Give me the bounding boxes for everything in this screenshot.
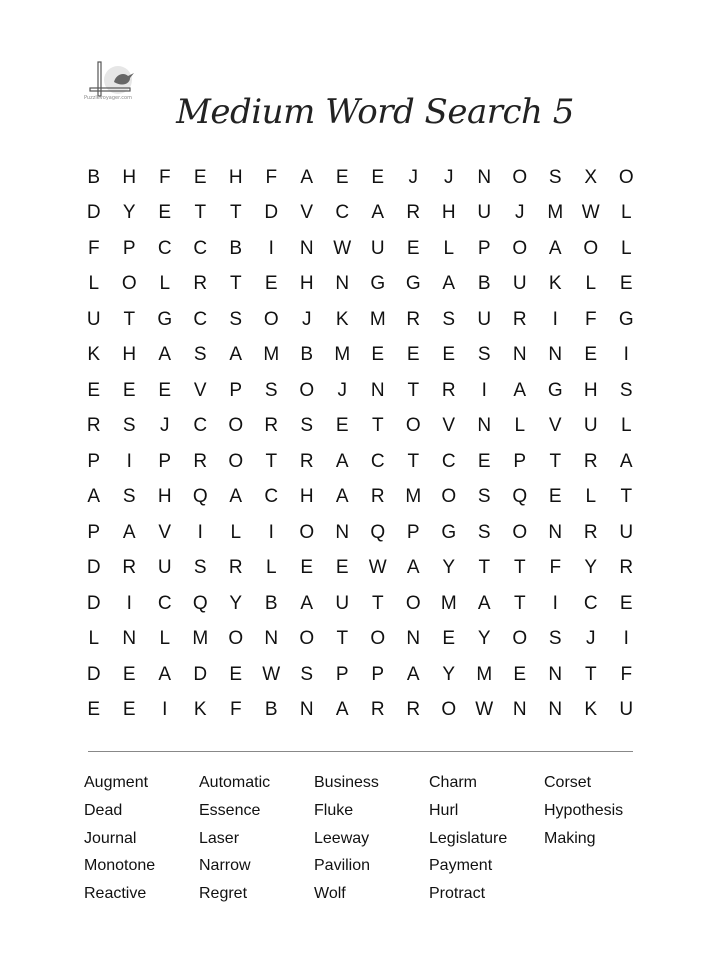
divider bbox=[88, 751, 633, 752]
grid-cell[interactable]: T bbox=[336, 628, 349, 650]
grid-cell[interactable]: I bbox=[623, 344, 629, 366]
grid-cell[interactable]: U bbox=[86, 308, 101, 330]
word-list-item: Regret bbox=[199, 885, 248, 903]
grid-cell[interactable]: N bbox=[477, 415, 492, 437]
grid-cell[interactable]: R bbox=[441, 379, 456, 401]
grid-cell[interactable]: A bbox=[229, 486, 243, 508]
grid-cell[interactable]: N bbox=[512, 699, 527, 721]
word-list-item: Hurl bbox=[429, 801, 459, 819]
grid-cell[interactable]: L bbox=[159, 628, 171, 650]
grid-cell[interactable]: R bbox=[193, 273, 208, 295]
word-list-item: Fluke bbox=[314, 801, 354, 819]
grid-cell[interactable]: B bbox=[87, 166, 101, 188]
grid-cell[interactable]: A bbox=[229, 344, 243, 366]
grid-cell[interactable]: V bbox=[548, 415, 562, 437]
grid-cell[interactable]: T bbox=[371, 592, 384, 614]
grid-cell[interactable]: T bbox=[407, 379, 420, 401]
grid-cell[interactable]: Q bbox=[192, 486, 208, 508]
word-list-item: Leeway bbox=[314, 829, 370, 847]
grid-cell[interactable]: O bbox=[405, 415, 421, 437]
grid-cell[interactable]: B bbox=[300, 344, 314, 366]
grid-cell[interactable]: P bbox=[87, 521, 101, 543]
grid-cell[interactable]: E bbox=[619, 273, 633, 295]
grid-cell[interactable]: K bbox=[584, 699, 598, 721]
grid-cell[interactable]: D bbox=[264, 202, 279, 224]
grid-cell[interactable]: J bbox=[586, 628, 596, 650]
grid-cell[interactable]: G bbox=[370, 273, 386, 295]
grid-cell[interactable]: T bbox=[584, 663, 597, 685]
grid-cell[interactable]: P bbox=[477, 237, 491, 259]
grid-cell[interactable]: E bbox=[619, 592, 633, 614]
grid-cell[interactable]: M bbox=[334, 344, 351, 366]
grid-cell[interactable]: R bbox=[583, 521, 598, 543]
grid-cell[interactable]: S bbox=[548, 166, 562, 188]
grid-cell[interactable]: E bbox=[122, 663, 136, 685]
grid-cell[interactable]: C bbox=[193, 308, 208, 330]
grid-cell[interactable]: I bbox=[481, 379, 487, 401]
grid-cell[interactable]: A bbox=[335, 699, 349, 721]
grid-cell[interactable]: R bbox=[299, 450, 314, 472]
grid-cell[interactable]: H bbox=[157, 486, 172, 508]
grid-cell[interactable]: H bbox=[122, 344, 137, 366]
grid-cell[interactable]: E bbox=[158, 379, 172, 401]
grid-cell[interactable]: D bbox=[86, 202, 101, 224]
grid-cell[interactable]: F bbox=[87, 237, 100, 259]
grid-cell[interactable]: W bbox=[368, 557, 387, 579]
grid-cell[interactable]: S bbox=[548, 628, 562, 650]
word-list-item: Wolf bbox=[314, 885, 346, 903]
grid-cell[interactable]: I bbox=[197, 521, 203, 543]
grid-cell[interactable]: R bbox=[406, 202, 421, 224]
grid-cell[interactable]: F bbox=[620, 663, 633, 685]
word-list-item: Making bbox=[544, 829, 596, 847]
grid-cell[interactable]: I bbox=[126, 592, 132, 614]
letter-grid bbox=[76, 160, 648, 728]
grid-cell[interactable]: K bbox=[193, 699, 207, 721]
grid-cell[interactable]: E bbox=[371, 166, 385, 188]
grid-cell[interactable]: E bbox=[584, 344, 598, 366]
grid-cell[interactable]: O bbox=[228, 415, 244, 437]
grid-cell[interactable]: H bbox=[228, 166, 243, 188]
word-list-item: Pavilion bbox=[314, 857, 371, 875]
grid-cell[interactable]: N bbox=[548, 699, 563, 721]
grid-cell[interactable]: E bbox=[335, 557, 349, 579]
grid-cell[interactable]: I bbox=[268, 521, 274, 543]
grid-cell[interactable]: L bbox=[265, 557, 277, 579]
grid-cell[interactable]: E bbox=[264, 273, 278, 295]
grid-cell[interactable]: P bbox=[122, 237, 136, 259]
grid-cell[interactable]: L bbox=[585, 486, 597, 508]
grid-cell[interactable]: O bbox=[583, 237, 599, 259]
grid-cell[interactable]: P bbox=[87, 450, 101, 472]
grid-cell[interactable]: I bbox=[552, 592, 558, 614]
grid-cell[interactable]: H bbox=[122, 166, 137, 188]
grid-cell[interactable]: S bbox=[193, 344, 207, 366]
grid-cell[interactable]: D bbox=[86, 592, 101, 614]
word-list-item bbox=[544, 885, 659, 913]
word-list bbox=[84, 774, 659, 913]
grid-cell[interactable]: E bbox=[513, 663, 527, 685]
grid-cell[interactable]: S bbox=[122, 415, 136, 437]
grid-cell[interactable]: R bbox=[619, 557, 634, 579]
grid-cell[interactable]: A bbox=[335, 486, 349, 508]
grid-cell[interactable]: F bbox=[549, 557, 562, 579]
word-list-item: Protract bbox=[429, 885, 486, 903]
grid-cell[interactable]: K bbox=[87, 344, 101, 366]
grid-cell[interactable]: U bbox=[370, 237, 385, 259]
word-list-item: Business bbox=[314, 774, 379, 791]
grid-cell[interactable]: R bbox=[86, 415, 101, 437]
grid-cell[interactable]: O bbox=[299, 521, 315, 543]
grid-cell[interactable]: M bbox=[369, 308, 386, 330]
grid-cell[interactable]: Y bbox=[442, 557, 456, 579]
grid-cell[interactable]: F bbox=[229, 699, 242, 721]
grid-cell[interactable]: H bbox=[299, 486, 314, 508]
grid-cell[interactable]: A bbox=[122, 521, 136, 543]
word-list-item: Reactive bbox=[84, 885, 147, 903]
grid-cell[interactable]: A bbox=[300, 592, 314, 614]
grid-cell[interactable]: E bbox=[87, 379, 101, 401]
grid-cell[interactable]: O bbox=[299, 379, 315, 401]
grid-cell[interactable]: A bbox=[513, 379, 527, 401]
grid-cell[interactable]: E bbox=[548, 486, 562, 508]
grid-cell[interactable]: B bbox=[229, 237, 243, 259]
grid-cell[interactable]: Y bbox=[122, 202, 136, 224]
grid-cell[interactable]: B bbox=[264, 699, 278, 721]
grid-cell[interactable]: A bbox=[371, 202, 385, 224]
grid-cell[interactable]: O bbox=[441, 699, 457, 721]
grid-cell[interactable]: M bbox=[476, 663, 493, 685]
grid-cell[interactable]: A bbox=[300, 166, 314, 188]
grid-cell[interactable]: O bbox=[299, 628, 315, 650]
grid-cell[interactable]: L bbox=[88, 628, 100, 650]
grid-cell[interactable]: O bbox=[512, 166, 528, 188]
grid-cell[interactable]: O bbox=[512, 628, 528, 650]
grid-cell[interactable]: E bbox=[158, 202, 172, 224]
grid-cell[interactable]: I bbox=[623, 628, 629, 650]
grid-cell[interactable]: P bbox=[371, 663, 385, 685]
grid-cell[interactable]: V bbox=[442, 415, 456, 437]
grid-cell[interactable]: S bbox=[477, 521, 491, 543]
grid-cell[interactable]: L bbox=[230, 521, 242, 543]
grid-cell[interactable]: A bbox=[87, 486, 101, 508]
grid-cell[interactable]: F bbox=[265, 166, 278, 188]
grid-cell[interactable]: P bbox=[158, 450, 172, 472]
grid-cell[interactable]: C bbox=[583, 592, 598, 614]
word-list-item: Payment bbox=[429, 857, 493, 875]
grid-cell[interactable]: N bbox=[548, 663, 563, 685]
grid-cell[interactable]: E bbox=[87, 699, 101, 721]
grid-cell[interactable]: N bbox=[299, 699, 314, 721]
grid-cell[interactable]: R bbox=[406, 699, 421, 721]
grid-cell[interactable]: S bbox=[122, 486, 136, 508]
grid-cell[interactable]: T bbox=[265, 450, 278, 472]
grid-cell[interactable]: O bbox=[263, 308, 279, 330]
grid-cell[interactable]: L bbox=[88, 273, 100, 295]
grid-cell[interactable]: E bbox=[193, 166, 207, 188]
grid-cell[interactable]: F bbox=[158, 166, 171, 188]
grid-cell[interactable]: D bbox=[86, 557, 101, 579]
grid-cell[interactable]: X bbox=[584, 166, 598, 188]
grid-cell[interactable]: K bbox=[548, 273, 562, 295]
grid-cell[interactable]: R bbox=[264, 415, 279, 437]
grid-cell[interactable]: S bbox=[229, 308, 243, 330]
grid-cell[interactable]: O bbox=[618, 166, 634, 188]
grid-cell[interactable]: U bbox=[619, 521, 634, 543]
grid-cell[interactable]: L bbox=[443, 237, 455, 259]
grid-cell[interactable]: P bbox=[406, 521, 420, 543]
grid-cell[interactable]: C bbox=[370, 450, 385, 472]
grid-cell[interactable]: U bbox=[477, 202, 492, 224]
grid-cell[interactable]: N bbox=[477, 166, 492, 188]
grid-cell[interactable]: L bbox=[585, 273, 597, 295]
grid-cell[interactable]: E bbox=[335, 166, 349, 188]
grid-cell[interactable]: F bbox=[584, 308, 597, 330]
grid-cell[interactable]: R bbox=[406, 308, 421, 330]
grid-cell[interactable]: R bbox=[193, 450, 208, 472]
grid-cell[interactable]: P bbox=[335, 663, 349, 685]
grid-cell[interactable]: U bbox=[619, 699, 634, 721]
grid-cell[interactable]: L bbox=[620, 202, 632, 224]
grid-cell[interactable]: K bbox=[335, 308, 349, 330]
grid-cell[interactable]: L bbox=[620, 415, 632, 437]
grid-cell[interactable]: T bbox=[513, 557, 526, 579]
grid-cell[interactable]: P bbox=[513, 450, 527, 472]
grid-cell[interactable]: Y bbox=[584, 557, 598, 579]
grid-cell[interactable]: D bbox=[193, 663, 208, 685]
grid-cell[interactable]: N bbox=[122, 628, 137, 650]
grid-cell[interactable]: I bbox=[162, 699, 168, 721]
grid-cell[interactable]: J bbox=[337, 379, 347, 401]
grid-cell[interactable]: T bbox=[407, 450, 420, 472]
grid-cell[interactable]: M bbox=[547, 202, 564, 224]
grid-cell[interactable]: R bbox=[122, 557, 137, 579]
grid-cell[interactable]: L bbox=[620, 237, 632, 259]
word-list-item: Automatic bbox=[199, 774, 271, 791]
word-list-item: Hypothesis bbox=[544, 801, 624, 819]
grid-cell[interactable]: I bbox=[126, 450, 132, 472]
grid-cell[interactable]: Y bbox=[442, 663, 456, 685]
grid-cell[interactable]: E bbox=[442, 344, 456, 366]
grid-cell[interactable]: E bbox=[122, 379, 136, 401]
grid-cell[interactable]: E bbox=[442, 628, 456, 650]
grid-cell[interactable]: A bbox=[619, 450, 633, 472]
word-list-item: Corset bbox=[544, 774, 592, 791]
grid-cell[interactable]: V bbox=[193, 379, 207, 401]
grid-cell[interactable]: Q bbox=[192, 592, 208, 614]
grid-cell[interactable]: T bbox=[229, 273, 242, 295]
grid-cell[interactable]: M bbox=[192, 628, 209, 650]
word-list-item: Charm bbox=[429, 774, 478, 791]
word-list-item: Laser bbox=[199, 829, 240, 847]
grid-cell[interactable]: W bbox=[581, 202, 600, 224]
grid-cell[interactable]: M bbox=[263, 344, 280, 366]
grid-cell[interactable]: R bbox=[370, 699, 385, 721]
grid-cell[interactable]: N bbox=[370, 379, 385, 401]
grid-cell[interactable]: E bbox=[477, 450, 491, 472]
grid-cell[interactable]: P bbox=[229, 379, 243, 401]
grid-cell[interactable]: N bbox=[406, 628, 421, 650]
grid-cell[interactable]: B bbox=[477, 273, 491, 295]
grid-cell[interactable]: A bbox=[548, 237, 562, 259]
grid-cell[interactable]: O bbox=[228, 450, 244, 472]
grid-cell[interactable]: Q bbox=[512, 486, 528, 508]
word-list-item: Essence bbox=[199, 801, 261, 819]
grid-cell[interactable]: A bbox=[158, 344, 172, 366]
grid-cell[interactable]: H bbox=[583, 379, 598, 401]
grid-cell[interactable]: S bbox=[619, 379, 633, 401]
grid-cell[interactable]: V bbox=[300, 202, 314, 224]
grid-cell[interactable]: A bbox=[335, 450, 349, 472]
grid-cell[interactable]: T bbox=[194, 202, 207, 224]
grid-cell[interactable]: H bbox=[441, 202, 456, 224]
grid-cell[interactable]: N bbox=[335, 521, 350, 543]
grid-cell[interactable]: O bbox=[370, 628, 386, 650]
grid-cell[interactable]: A bbox=[477, 592, 491, 614]
grid-cell[interactable]: R bbox=[583, 450, 598, 472]
grid-cell[interactable]: C bbox=[193, 237, 208, 259]
grid-cell[interactable]: O bbox=[121, 273, 137, 295]
grid-cell[interactable]: O bbox=[512, 521, 528, 543]
grid-cell[interactable]: N bbox=[335, 273, 350, 295]
word-list-item: Legislature bbox=[429, 829, 508, 847]
grid-cell[interactable]: C bbox=[335, 202, 350, 224]
grid-cell[interactable]: O bbox=[405, 592, 421, 614]
word-list-item: Monotone bbox=[84, 857, 156, 875]
grid-cell[interactable]: N bbox=[299, 237, 314, 259]
grid-cell[interactable]: Y bbox=[229, 592, 243, 614]
grid-cell[interactable]: O bbox=[228, 628, 244, 650]
grid-cell[interactable]: C bbox=[264, 486, 279, 508]
grid-cell[interactable]: Q bbox=[370, 521, 386, 543]
grid-cell[interactable]: N bbox=[548, 521, 563, 543]
grid-cell[interactable]: E bbox=[406, 237, 420, 259]
grid-cell[interactable]: G bbox=[618, 308, 634, 330]
grid-cell[interactable]: G bbox=[547, 379, 563, 401]
grid-cell[interactable]: J bbox=[408, 166, 418, 188]
grid-cell[interactable]: N bbox=[548, 344, 563, 366]
grid-cell[interactable]: S bbox=[477, 344, 491, 366]
grid-cell[interactable]: S bbox=[193, 557, 207, 579]
grid-cell[interactable]: W bbox=[262, 663, 281, 685]
grid-cell[interactable]: T bbox=[620, 486, 633, 508]
word-list-item: Augment bbox=[84, 774, 149, 791]
grid-cell[interactable]: S bbox=[300, 663, 314, 685]
grid-cell[interactable]: E bbox=[371, 344, 385, 366]
grid-cell[interactable]: I bbox=[552, 308, 558, 330]
grid-cell[interactable]: M bbox=[440, 592, 457, 614]
grid-cell[interactable]: T bbox=[549, 450, 562, 472]
grid-cell[interactable]: I bbox=[268, 237, 274, 259]
grid-cell[interactable]: O bbox=[512, 237, 528, 259]
word-list-item: Narrow bbox=[199, 857, 251, 875]
grid-cell[interactable]: E bbox=[300, 557, 314, 579]
grid-cell[interactable]: G bbox=[405, 273, 421, 295]
grid-cell[interactable]: G bbox=[157, 308, 173, 330]
grid-cell[interactable]: E bbox=[229, 663, 243, 685]
grid-cell[interactable]: E bbox=[122, 699, 136, 721]
grid-cell[interactable]: S bbox=[264, 379, 278, 401]
grid-cell[interactable]: Y bbox=[477, 628, 491, 650]
grid-cell[interactable]: U bbox=[583, 415, 598, 437]
grid-cell[interactable]: L bbox=[514, 415, 526, 437]
grid-cell[interactable]: C bbox=[193, 415, 208, 437]
grid-cell[interactable]: T bbox=[371, 415, 384, 437]
grid-cell[interactable]: R bbox=[512, 308, 527, 330]
grid-cell[interactable]: T bbox=[123, 308, 136, 330]
grid-cell[interactable]: H bbox=[299, 273, 314, 295]
grid-cell[interactable]: G bbox=[441, 521, 457, 543]
word-list-item: Dead bbox=[84, 801, 123, 819]
grid-cell[interactable]: J bbox=[444, 166, 454, 188]
grid-cell[interactable]: T bbox=[513, 592, 526, 614]
grid-cell[interactable]: R bbox=[370, 486, 385, 508]
logo-caption: Puzzlevoyager.com bbox=[84, 95, 132, 101]
grid-cell[interactable]: U bbox=[477, 308, 492, 330]
grid-cell[interactable]: N bbox=[512, 344, 527, 366]
grid-cell[interactable]: J bbox=[302, 308, 312, 330]
grid-cell[interactable]: S bbox=[477, 486, 491, 508]
grid-cell[interactable]: U bbox=[335, 592, 350, 614]
grid-cell[interactable]: A bbox=[406, 663, 420, 685]
grid-cell[interactable]: M bbox=[405, 486, 422, 508]
grid-cell[interactable]: J bbox=[160, 415, 170, 437]
grid-cell[interactable]: A bbox=[406, 557, 420, 579]
grid-cell[interactable]: V bbox=[158, 521, 172, 543]
grid-cell[interactable]: A bbox=[442, 273, 456, 295]
grid-cell[interactable]: J bbox=[515, 202, 525, 224]
grid-cell[interactable]: L bbox=[159, 273, 171, 295]
grid-cell[interactable]: B bbox=[264, 592, 278, 614]
grid-cell[interactable]: C bbox=[441, 450, 456, 472]
grid-cell[interactable]: T bbox=[478, 557, 491, 579]
grid-cell[interactable]: U bbox=[512, 273, 527, 295]
grid-cell[interactable]: W bbox=[333, 237, 352, 259]
grid-cell[interactable]: D bbox=[86, 663, 101, 685]
grid-cell[interactable]: R bbox=[228, 557, 243, 579]
page-title: Medium Word Search 5 bbox=[176, 92, 574, 132]
word-list-item bbox=[544, 857, 659, 885]
grid-cell[interactable]: E bbox=[335, 415, 349, 437]
grid-cell[interactable]: S bbox=[442, 308, 456, 330]
grid-cell[interactable]: E bbox=[406, 344, 420, 366]
grid-cell[interactable]: N bbox=[264, 628, 279, 650]
word-list-item: Journal bbox=[84, 829, 137, 847]
grid-cell[interactable]: T bbox=[229, 202, 242, 224]
grid-cell[interactable]: O bbox=[441, 486, 457, 508]
grid-cell[interactable]: A bbox=[158, 663, 172, 685]
grid-cell[interactable]: C bbox=[157, 237, 172, 259]
grid-cell[interactable]: U bbox=[157, 557, 172, 579]
grid-cell[interactable]: C bbox=[157, 592, 172, 614]
grid-cell[interactable]: S bbox=[300, 415, 314, 437]
grid-cell[interactable]: W bbox=[475, 699, 494, 721]
